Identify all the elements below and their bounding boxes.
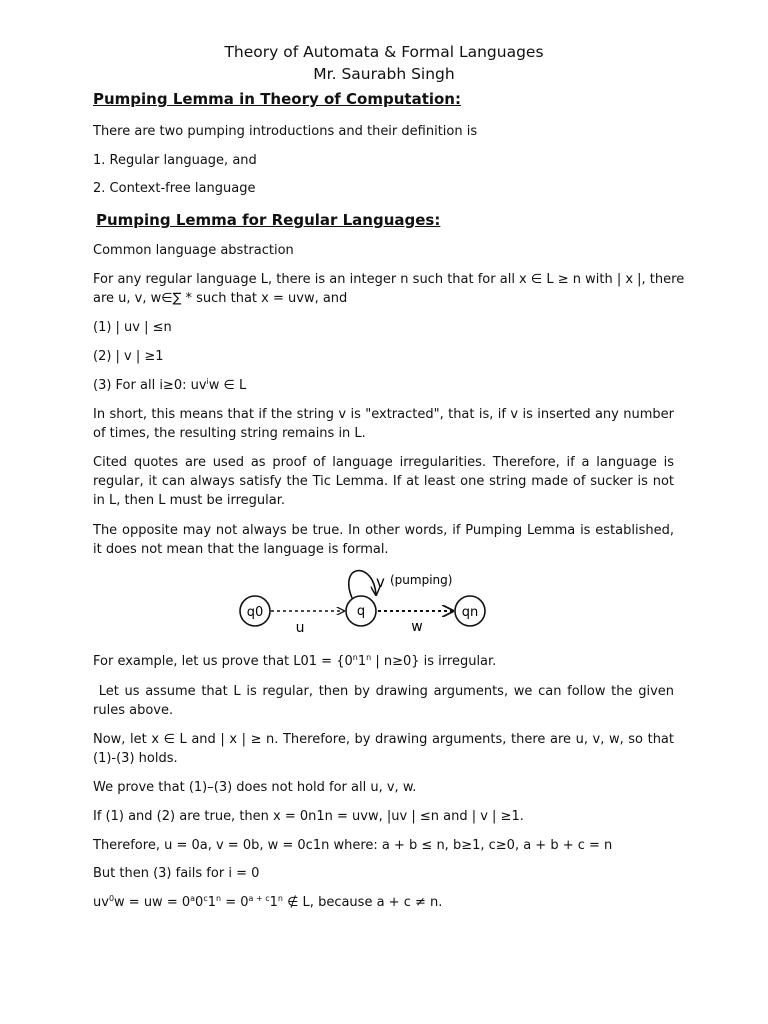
example-intro: For example, let us prove that $L01 = \{0^n1^n$ | n≥0} is irregular.	[93, 653, 497, 669]
fails-paragraph: But then (3) fails for i = 0	[93, 866, 260, 881]
condition-3: (3) For all i≥0: $uv^iw$ ∈ L	[93, 377, 247, 393]
pumping-automaton-diagram	[230, 565, 500, 640]
if-true-paragraph: If (1) and (2) are true, then x = 0n1n = uvw, |uv | ≤n and | v | ≥1.	[93, 809, 524, 824]
transition-w-label: w	[411, 619, 423, 635]
condition-2: (2) | v | ≥1	[93, 349, 164, 364]
prove-not-paragraph: We prove that (1)–(3) does not hold for all u, v, w.	[93, 780, 417, 795]
transition-u-label: u	[295, 620, 305, 636]
state-q-label: q	[356, 604, 366, 619]
cited-quotes-paragraph: Cited quotes are used as proof of language irregularities. Therefore, if a language is regular, it can always satisfy the Tic Lemma. If at least one string made of sucker is not in L, then L must be irregular.	[93, 455, 674, 508]
state-qn-label: qn	[461, 605, 479, 620]
section-heading-pumping-lemma: Pumping Lemma in Theory of Computation:	[93, 90, 461, 108]
list-item-regular: 1. Regular language, and	[93, 153, 257, 168]
opposite-paragraph: The opposite may not always be true. In other words, if Pumping Lemma is established, it does not mean that the language is formal.	[93, 523, 674, 557]
course-title: Theory of Automata & Formal Languages	[224, 43, 544, 61]
pumping-label: (pumping)	[390, 573, 453, 587]
section-heading-regular-languages: Pumping Lemma for Regular Languages:	[96, 211, 441, 229]
final-equation: $uv^0w$ = uw = $0^a0^c1^n = 0^{a + c}1^n$ ∉ L, because a + c ≠ n.	[93, 894, 443, 910]
self-loop-v-label: v	[376, 573, 385, 591]
short-explanation-paragraph: In short, this means that if the string v is "extracted", that is, if v is inserted any number of times, the resulting string remains in L.	[93, 407, 674, 441]
abstraction-paragraph: Common language abstraction	[93, 243, 294, 258]
therefore-paragraph: Therefore, u = 0a, v = 0b, w = 0c1n where: a + b ≤ n, b≥1, c≥0, a + b + c = n	[93, 838, 613, 853]
self-loop-v-arrow	[349, 571, 376, 598]
state-q0-label: q0	[246, 605, 264, 620]
intro-paragraph: There are two pumping introductions and their definition is	[93, 124, 478, 139]
author-name: Mr. Saurabh Singh	[313, 65, 455, 83]
condition-1: (1) | uv | ≤n	[93, 320, 172, 335]
statement-line-2: are u, v, w∈∑ * such that x = uvw, and	[93, 291, 348, 306]
now-paragraph: Now, let x ∈ L and | x | ≥ n. Therefore, by drawing arguments, there are u, v, w, so that (1)-(3) holds.	[93, 732, 674, 766]
assume-paragraph: Let us assume that L is regular, then by drawing arguments, we can follow the given rules above.	[93, 684, 679, 718]
list-item-context-free: 2. Context-free language	[93, 181, 256, 196]
statement-line-1: For any regular language L, there is an integer n such that for all x ∈ L ≥ n with | x |, there	[93, 272, 685, 287]
